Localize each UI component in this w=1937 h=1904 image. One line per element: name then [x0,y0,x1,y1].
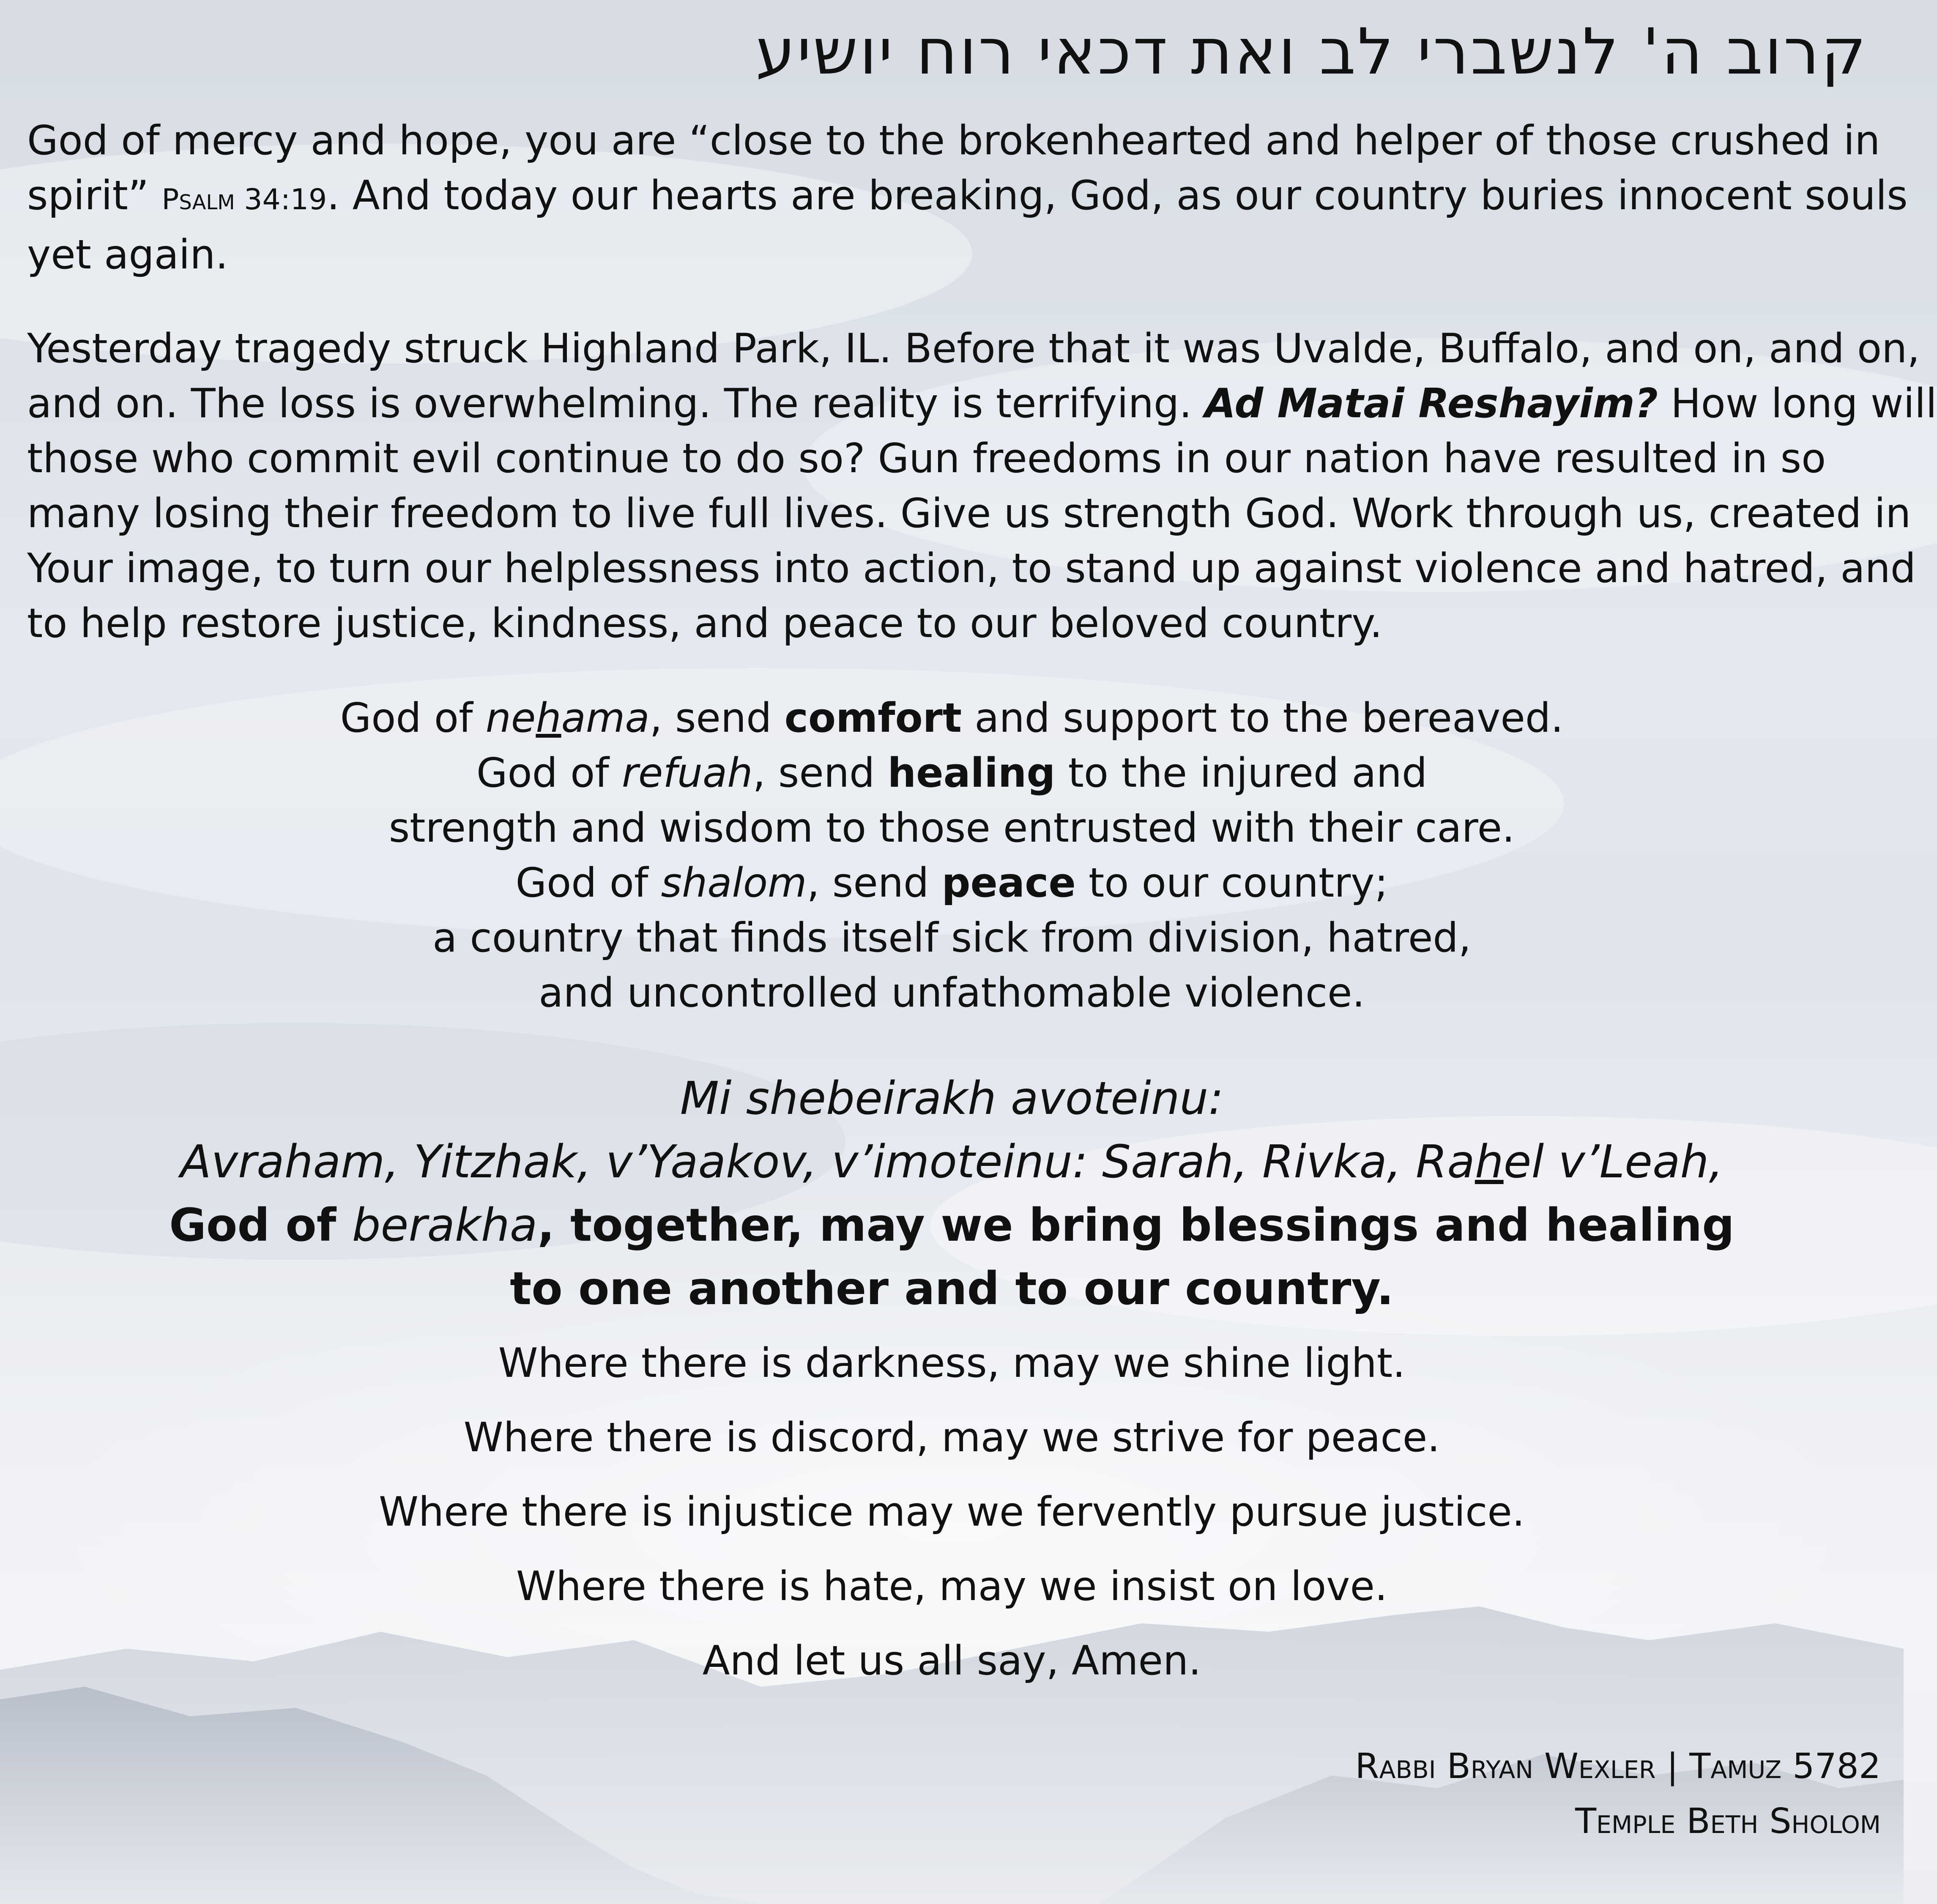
bold-word: peace [941,860,1076,906]
psalm-citation: Psalm 34:19 [161,183,327,216]
text-line: strength and wisdom to those entrusted with their care. [388,805,1515,851]
text-line: Yesterday tragedy struck Highland Park, IL. Before that it was Uvalde, Buffalo, and on, and on, [27,326,1920,372]
petition-line: Where there is discord, may we strive for peace. [463,1414,1440,1461]
underlined-letter: h [1475,1136,1504,1188]
blessing-line: to one another and to our country. [510,1263,1394,1315]
text-fragment: el v’Leah, [1503,1136,1724,1188]
text-line: God of mercy and hope, you are “close to the brokenhearted and helper of those crushed in [27,118,1880,164]
invocation-refuah [0,746,1904,801]
text-line: yet again. [27,232,228,278]
invocation-nehama [0,691,1904,746]
text-fragment: , together, may we bring blessings and healing [537,1199,1735,1252]
text-fragment: How long will [1658,380,1937,427]
text-fragment: and support to the bereaved. [962,695,1564,741]
text-fragment: God of [340,695,486,741]
text-fragment: Avraham, Yitzhak, v’Yaakov, v’imoteinu: Sarah, Rivka, Ra [180,1136,1475,1188]
bold-word: comfort [784,695,962,741]
ancestors-line [0,1130,1904,1194]
text-line: Your image, to turn our helplessness into action, to stand up against violence and hatred, and [27,545,1916,592]
text-fragment: . And today our hearts are breaking, God, as our country buries innocent souls [327,172,1908,219]
closing-amen: And let us all say, Amen. [702,1638,1201,1684]
hebrew-term-shalom: shalom [661,860,807,906]
text-fragment: God of [169,1199,352,1252]
author-line [1355,1739,1881,1794]
underlined-letter: h [536,695,561,741]
text-fragment: God of [515,860,661,906]
petition-line: Where there is injustice may we fervently pursue justice. [379,1489,1525,1535]
text-line [27,376,1937,431]
petitions-list [0,1326,1904,1698]
invocation-shalom [0,856,1904,911]
signature-block [1355,1739,1881,1849]
hebrew-term-berakha: berakha [352,1199,538,1252]
blessing-opening: Mi shebeirakh avoteinu: [680,1072,1224,1125]
petition-line: Where there is hate, may we insist on love. [516,1563,1388,1610]
intro-paragraph [27,113,1908,282]
text-fragment: , send [807,860,942,906]
text-line [27,168,1908,227]
text-fragment: , send [752,750,888,796]
hebrew-verse-title: קרוב ה' לנשברי לב ואת דכאי רוח יושיע [755,15,1868,89]
text-fragment: and on. The loss is overwhelming. The reality is terrifying. [27,380,1205,427]
text-fragment: spirit” [27,172,149,219]
emphasis-phrase: Ad Matai Reshayim? [1204,380,1658,427]
blessing-line [0,1194,1904,1257]
author-name: Rabbi Bryan Wexler [1355,1746,1656,1786]
hebrew-term-refuah: refuah [621,750,753,796]
text-fragment: ama [561,695,650,741]
petition-line: Where there is darkness, may we shine light. [498,1340,1406,1387]
text-fragment: , send [649,695,785,741]
invocation-stanza [0,691,1904,1020]
bold-word: healing [887,750,1056,796]
text-fragment: ne [485,695,536,741]
text-fragment: to our country; [1075,860,1388,906]
hebrew-date: Tamuz 5782 [1689,1746,1881,1786]
text-line: those who commit evil continue to do so? Gun freedoms in our nation have resulted in so [27,435,1826,482]
text-fragment: God of [476,750,622,796]
text-line: to help restore justice, kindness, and peace to our beloved country. [27,600,1383,647]
text-line: a country that finds itself sick from division, hatred, [432,915,1471,961]
separator: | [1666,1746,1679,1786]
congregation-name: Temple Beth Sholom [1575,1801,1881,1841]
text-fragment: to the injured and [1055,750,1428,796]
reflection-paragraph [27,321,1937,651]
text-line: and uncontrolled unfathomable violence. [539,970,1365,1016]
hebrew-term-nehama [486,695,650,741]
mi-shebeirakh-blessing [0,1067,1904,1321]
text-line: many losing their freedom to live full lives. Give us strength God. Work through us, created in [27,490,1911,537]
